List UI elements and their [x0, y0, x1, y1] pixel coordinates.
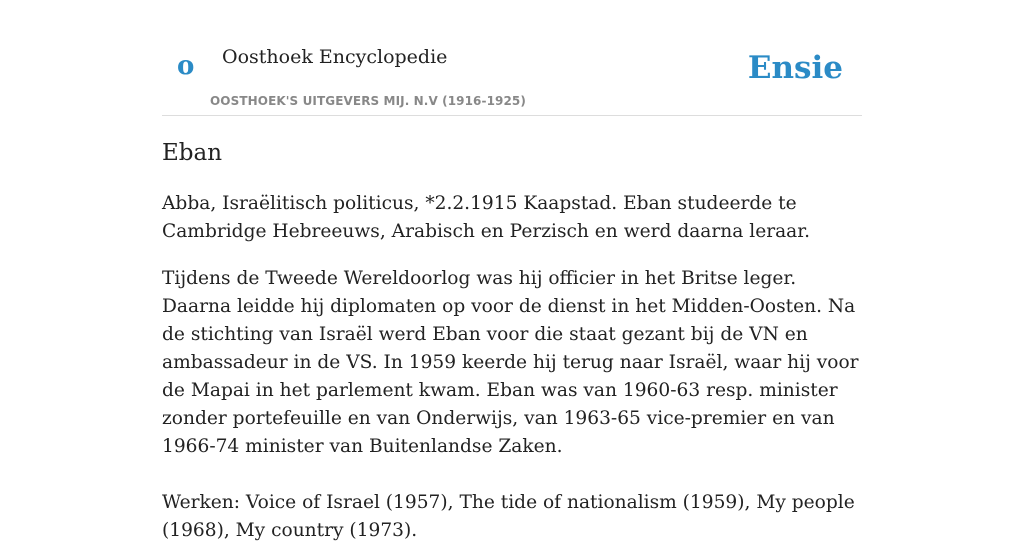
article-works-paragraph: Werken: Voice of Israel (1957), The tide of nationalism (1959), My people (1968), My country (1973). — [162, 491, 855, 541]
encyclopedia-logo-icon[interactable]: o — [177, 51, 195, 81]
article — [162, 140, 862, 545]
ensie-logo[interactable]: Ensie — [747, 50, 843, 86]
article-paragraph: Tijdens de Tweede Wereldoorlog was hij officier in het Britse leger. Daarna leidde hij diplomaten op voor de dienst in het Midden-Oosten. Na de stichting van Israël werd Eban voor die staat gezant bij de VN en ambassadeur in de VS. In 1959 keerde hij terug naar Israël, waar hij voor de Mapai in het parlement kwam. Eban was van 1960-63 resp. minister zonder portefeuille en van Onderwijs, van 1963-65 vice-premier en van 1966-74 minister van Buitenlandse Zaken. — [162, 267, 859, 457]
article-paragraph: Abba, Israëlitisch politicus, *2.2.1915 Kaapstad. Eban studeerde te Cambridge Hebreeuws, Arabisch en Perzisch en werd daarna leraar. — [162, 192, 811, 242]
encyclopedia-title-link[interactable]: Oosthoek Encyclopedie — [222, 46, 448, 68]
site-header — [162, 0, 862, 116]
page — [162, 0, 862, 545]
publisher-label: OOSTHOEK'S UITGEVERS MIJ. N.V (1916-1925) — [210, 94, 526, 108]
article-title: Eban — [162, 140, 223, 166]
